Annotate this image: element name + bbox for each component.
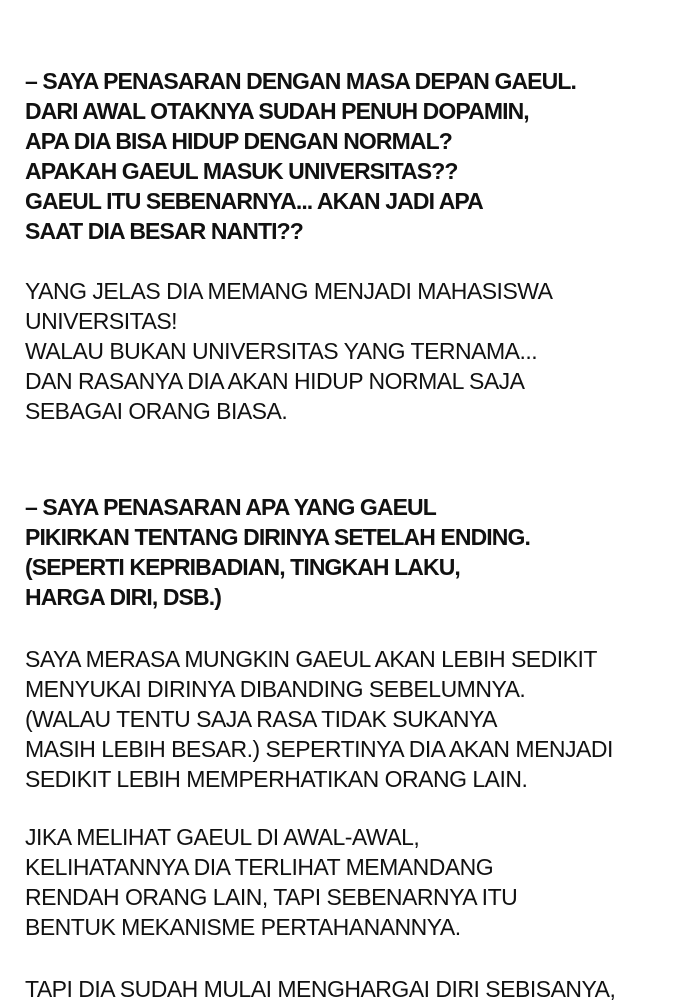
question-line: APA DIA BISA HIDUP DENGAN NORMAL? <box>25 128 452 154</box>
answer-line: UNIVERSITAS! <box>25 308 178 334</box>
answer-line: SAYA MERASA MUNGKIN GAEUL AKAN LEBIH SEDIKIT <box>25 646 597 672</box>
answer-line: BENTUK MEKANISME PERTAHANANNYA. <box>25 914 461 940</box>
answer-line: WALAU BUKAN UNIVERSITAS YANG TERNAMA... <box>25 338 538 364</box>
question-future-of-gaeul <box>25 66 685 246</box>
question-line: PIKIRKAN TENTANG DIRINYA SETELAH ENDING. <box>25 524 530 550</box>
answer-line: SEDIKIT LEBIH MEMPERHATIKAN ORANG LAIN. <box>25 766 528 792</box>
answer-gaeul-self-view-part-3 <box>25 974 685 1000</box>
question-line: – SAYA PENASARAN APA YANG GAEUL <box>25 494 436 520</box>
question-line: APAKAH GAEUL MASUK UNIVERSITAS?? <box>25 158 458 184</box>
question-line: SAAT DIA BESAR NANTI?? <box>25 218 303 244</box>
answer-gaeul-self-view-part-1 <box>25 644 685 794</box>
question-line: GAEUL ITU SEBENARNYA... AKAN JADI APA <box>25 188 483 214</box>
answer-line: JIKA MELIHAT GAEUL DI AWAL-AWAL, <box>25 824 420 850</box>
question-line: HARGA DIRI, DSB.) <box>25 584 221 610</box>
answer-future-of-gaeul <box>25 276 685 426</box>
answer-line: KELIHATANNYA DIA TERLIHAT MEMANDANG <box>25 854 494 880</box>
question-line: – SAYA PENASARAN DENGAN MASA DEPAN GAEUL. <box>25 68 576 94</box>
answer-line: DAN RASANYA DIA AKAN HIDUP NORMAL SAJA <box>25 368 525 394</box>
answer-line: TAPI DIA SUDAH MULAI MENGHARGAI DIRI SEBISANYA, <box>25 976 616 1000</box>
answer-line: YANG JELAS DIA MEMANG MENJADI MAHASISWA <box>25 278 553 304</box>
answer-line: (WALAU TENTU SAJA RASA TIDAK SUKANYA <box>25 706 497 732</box>
answer-line: MASIH LEBIH BESAR.) SEPERTINYA DIA AKAN MENJADI <box>25 736 613 762</box>
question-line: (SEPERTI KEPRIBADIAN, TINGKAH LAKU, <box>25 554 460 580</box>
question-line: DARI AWAL OTAKNYA SUDAH PENUH DOPAMIN, <box>25 98 529 124</box>
answer-line: SEBAGAI ORANG BIASA. <box>25 398 288 424</box>
answer-line: MENYUKAI DIRINYA DIBANDING SEBELUMNYA. <box>25 676 526 702</box>
answer-line: RENDAH ORANG LAIN, TAPI SEBENARNYA ITU <box>25 884 518 910</box>
answer-gaeul-self-view-part-2 <box>25 822 685 942</box>
question-gaeul-self-view <box>25 492 685 612</box>
